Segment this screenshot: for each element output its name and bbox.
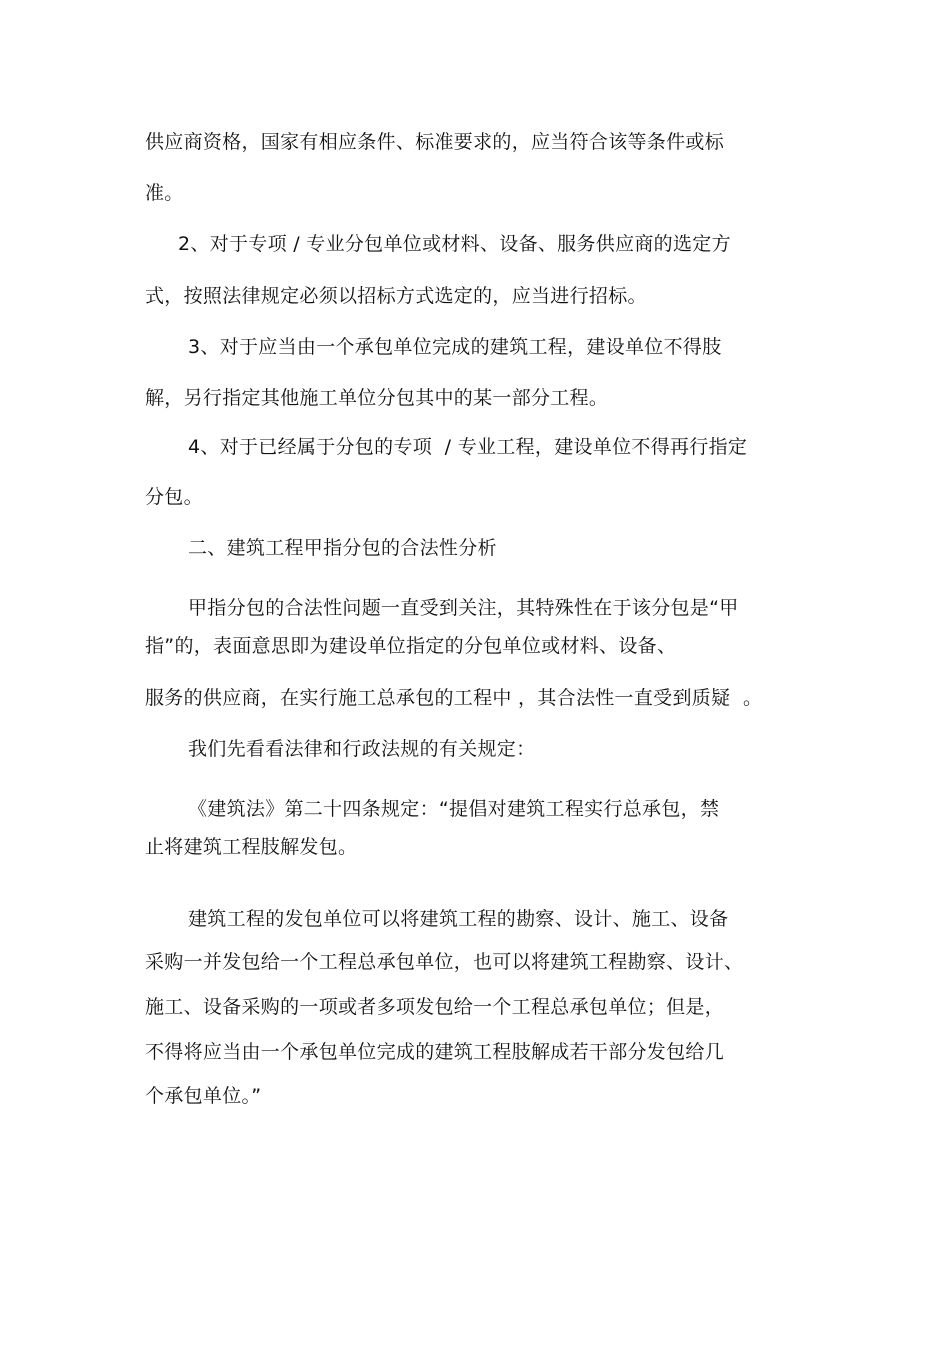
text-line: 止将建筑工程肢解发包。 [145, 836, 358, 858]
text-line: 供应商资格，国家有相应条件、标准要求的，应当符合该等条件或标 [145, 131, 725, 153]
text-line: 不得将应当由一个承包单位完成的建筑工程肢解成若干部分发包给几 [145, 1041, 725, 1063]
section-heading: 二、建筑工程甲指分包的合法性分析 [188, 537, 497, 559]
text-line: 3、对于应当由一个承包单位完成的建筑工程，建设单位不得肢 [188, 336, 722, 358]
text-line: 个承包单位。” [145, 1085, 262, 1107]
text-line: 解，另行指定其他施工单位分包其中的某一部分工程。 [145, 387, 609, 409]
text-line: 建筑工程的发包单位可以将建筑工程的勘察、设计、施工、设备 [188, 908, 729, 930]
text-line: 施工、设备采购的一项或者多项发包给一个工程总承包单位；但是， [145, 996, 725, 1018]
text-line: 指”的，表面意思即为建设单位指定的分包单位或材料、设备、 [145, 635, 677, 657]
text-line: 《建筑法》第二十四条规定：“提倡对建筑工程实行总承包，禁 [188, 798, 720, 820]
text-line: 2、对于专项 / 专业分包单位或材料、设备、服务供应商的选定方 [178, 233, 731, 255]
text-line: 我们先看看法律和行政法规的有关规定： [188, 738, 536, 760]
text-line: 4、对于已经属于分包的专项 / 专业工程，建设单位不得再行指定 [188, 436, 748, 458]
text-line: 准。 [145, 182, 184, 204]
text-line: 式，按照法律规定必须以招标方式选定的，应当进行招标。 [145, 285, 647, 307]
text-line: 采购一并发包给一个工程总承包单位，也可以将建筑工程勘察、设计、 [145, 951, 744, 973]
text-line: 甲指分包的合法性问题一直受到关注，其特殊性在于该分包是“甲 [188, 597, 739, 619]
text-line: 分包。 [145, 486, 203, 508]
text-line: 服务的供应商，在实行施工总承包的工程中 ，其合法性一直受到质疑 。 [145, 687, 763, 709]
